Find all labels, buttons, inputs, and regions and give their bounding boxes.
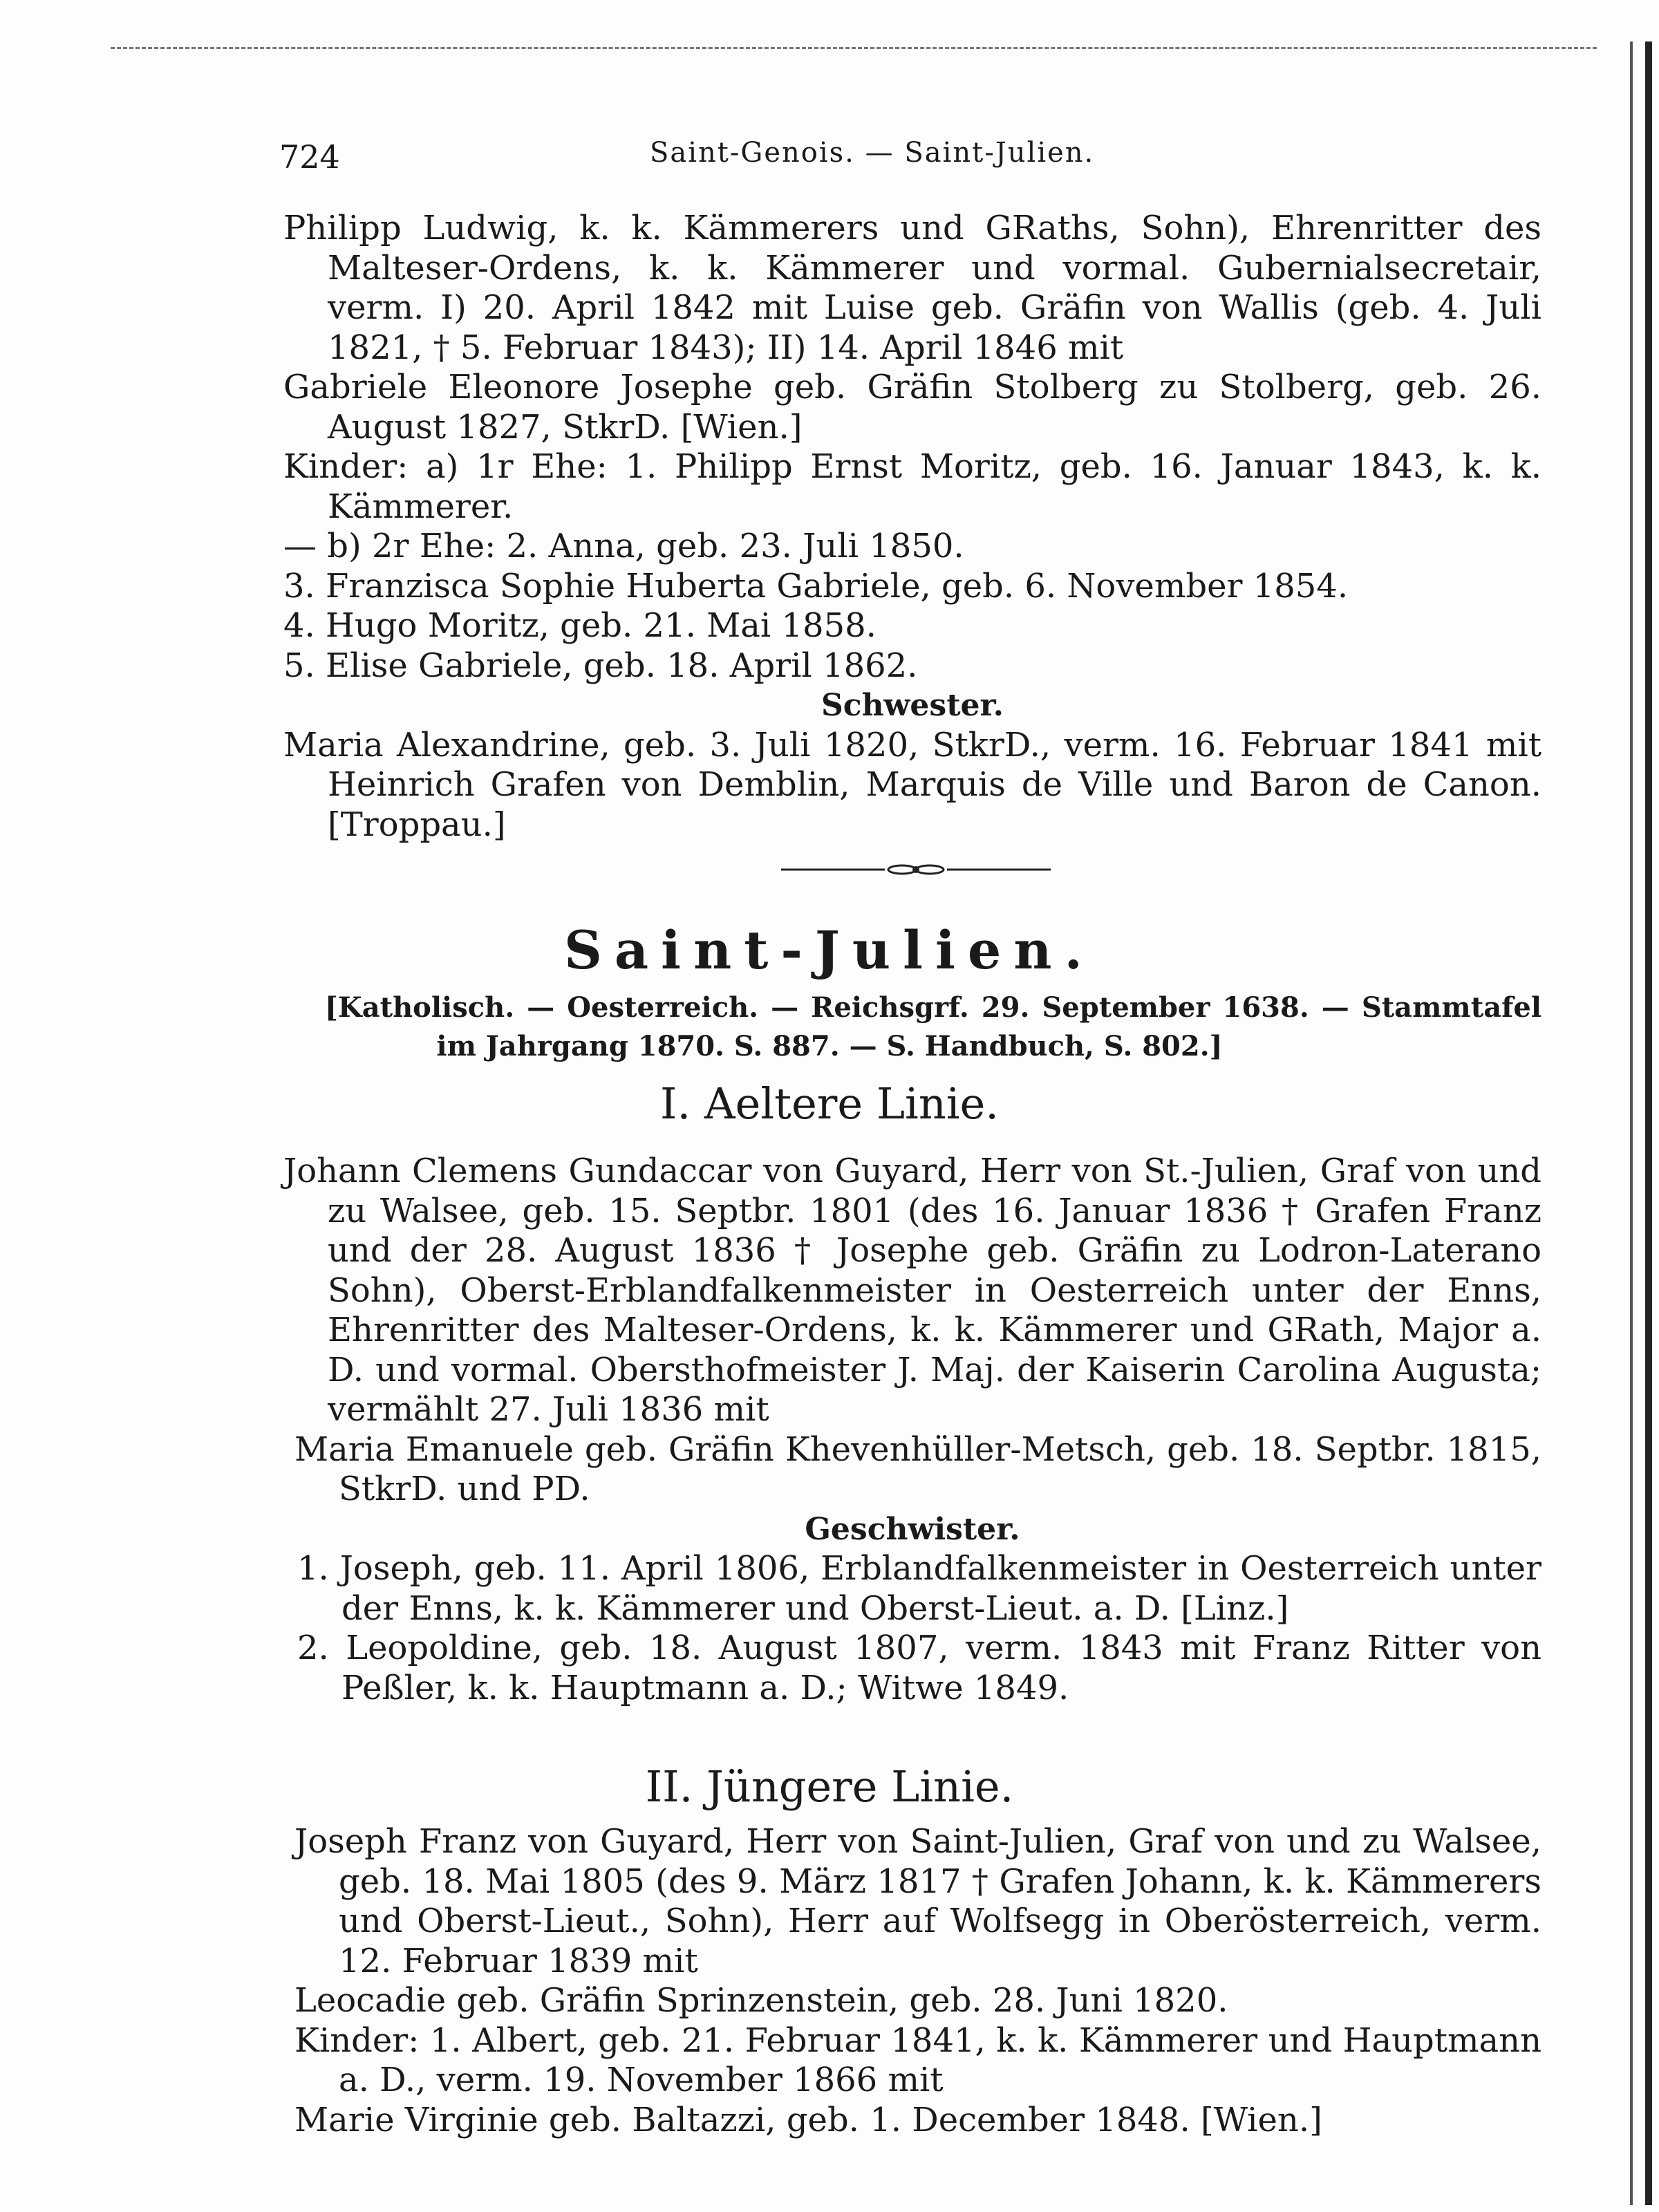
child-entry: 3. Franzisca Sophie Huberta Gabriele, geb. 6. November 1854. <box>283 566 1349 606</box>
sibling-entry: 1. Joseph, geb. 11. April 1806, Erblandfalkenmeister in Oesterreich unter der Enns, k. k. Kämmerer und Oberst-Lieut. a. D. [Linz.] <box>297 1549 1541 1628</box>
schwester-entry: Maria Alexandrine, geb. 3. Juli 1820, StkrD., verm. 16. Februar 1841 mit Heinrich Grafen von Demblin, Marquis de Ville und Baron de Canon. [Troppau.] <box>283 725 1541 844</box>
aeltere-section <box>283 1152 1541 1708</box>
geschwister-heading: Geschwister. <box>805 1511 1020 1547</box>
schwester-heading: Schwester. <box>821 688 1004 723</box>
genois-section <box>283 209 1541 845</box>
top-edge-rule <box>111 47 1597 49</box>
joseph-spouse: Leocadie geb. Gräfin Sprinzenstein, geb. 28. Juni 1820. <box>294 1981 1228 2020</box>
sibling-entry: 2. Leopoldine, geb. 18. August 1807, verm. 1843 mit Franz Ritter von Peßler, k. k. Hauptmann a. D.; Witwe 1849. <box>297 1629 1541 1707</box>
juengere-section <box>283 1822 1541 2140</box>
family-title: Saint-Julien. <box>564 919 1095 981</box>
joseph-kinder: Kinder: 1. Albert, geb. 21. Februar 1841, k. k. Kämmerer und Hauptmann a. D., verm. 19. November 1866 mit <box>294 2021 1541 2099</box>
johann-spouse: Maria Emanuele geb. Gräfin Khevenhüller-Metsch, geb. 18. Septbr. 1815, StkrD. und PD. <box>294 1430 1541 1508</box>
kinder-first-marriage: Kinder: a) 1r Ehe: 1. Philipp Ernst Moritz, geb. 16. Januar 1843, k. k. Kämmerer. <box>283 447 1541 526</box>
albert-spouse: Marie Virginie geb. Baltazzi, geb. 1. December 1848. [Wien.] <box>294 2100 1322 2139</box>
family-meta-line1: [Katholisch. — Oesterreich. — Reichsgrf. 29. September 1638. — Stammtafel <box>325 991 1541 1024</box>
kinder-second-marriage: — b) 2r Ehe: 2. Anna, geb. 23. Juli 1850. <box>283 527 964 565</box>
aeltere-linie-heading: I. Aeltere Linie. <box>659 1078 999 1129</box>
juengere-linie-heading: II. Jüngere Linie. <box>645 1761 1014 1812</box>
spouse-entry: Gabriele Eleonore Josephe geb. Gräfin Stolberg zu Stolberg, geb. 26. August 1827, StkrD. [Wien.] <box>283 368 1541 447</box>
section-ornament <box>781 863 1051 877</box>
page-number: 724 <box>279 138 340 176</box>
family-meta-line2: im Jahrgang 1870. S. 887. — S. Handbuch, S. 802.] <box>436 1030 1223 1062</box>
child-entry: 5. Elise Gabriele, geb. 18. April 1862. <box>283 646 918 685</box>
joseph-entry: Joseph Franz von Guyard, Herr von Saint-Julien, Graf von und zu Walsee, geb. 18. Mai 1805 (des 9. März 1817 † Grafen Johann, k. k. Kämmerers und Oberst-Lieut., Sohn), Herr auf Wolfsegg in Oberösterreich, verm. 12. Februar 1839 mit <box>294 1822 1541 1980</box>
child-entry: 4. Hugo Moritz, geb. 21. Mai 1858. <box>283 606 877 645</box>
philipp-entry: Philipp Ludwig, k. k. Kämmerers und GRaths, Sohn), Ehrenritter des Malteser-Ordens, k. k. Kämmerer und vormal. Gubernialsecretair, verm. I) 20. April 1842 mit Luise geb. Gräfin von Wallis (geb. 4. Juli 1821, † 5. Februar 1843); II) 14. April 1846 mit <box>283 209 1541 367</box>
running-head: Saint-Genois. — Saint-Julien. <box>650 137 1095 169</box>
johann-entry: Johann Clemens Gundaccar von Guyard, Herr von St.-Julien, Graf von und zu Walsee, geb. 15. Septbr. 1801 (des 16. Januar 1836 † Grafen Franz und der 28. August 1836 † Josephe geb. Gräfin zu Lodron-Laterano Sohn), Oberst-Erblandfalkenmeister in Oesterreich unter der Enns, Ehrenritter des Malteser-Ordens, k. k. Kämmerer und GRath, Major a. D. und vormal. Obersthofmeister J. Maj. der Kaiserin Carolina Augusta; vermählt 27. Juli 1836 mit <box>283 1152 1541 1429</box>
